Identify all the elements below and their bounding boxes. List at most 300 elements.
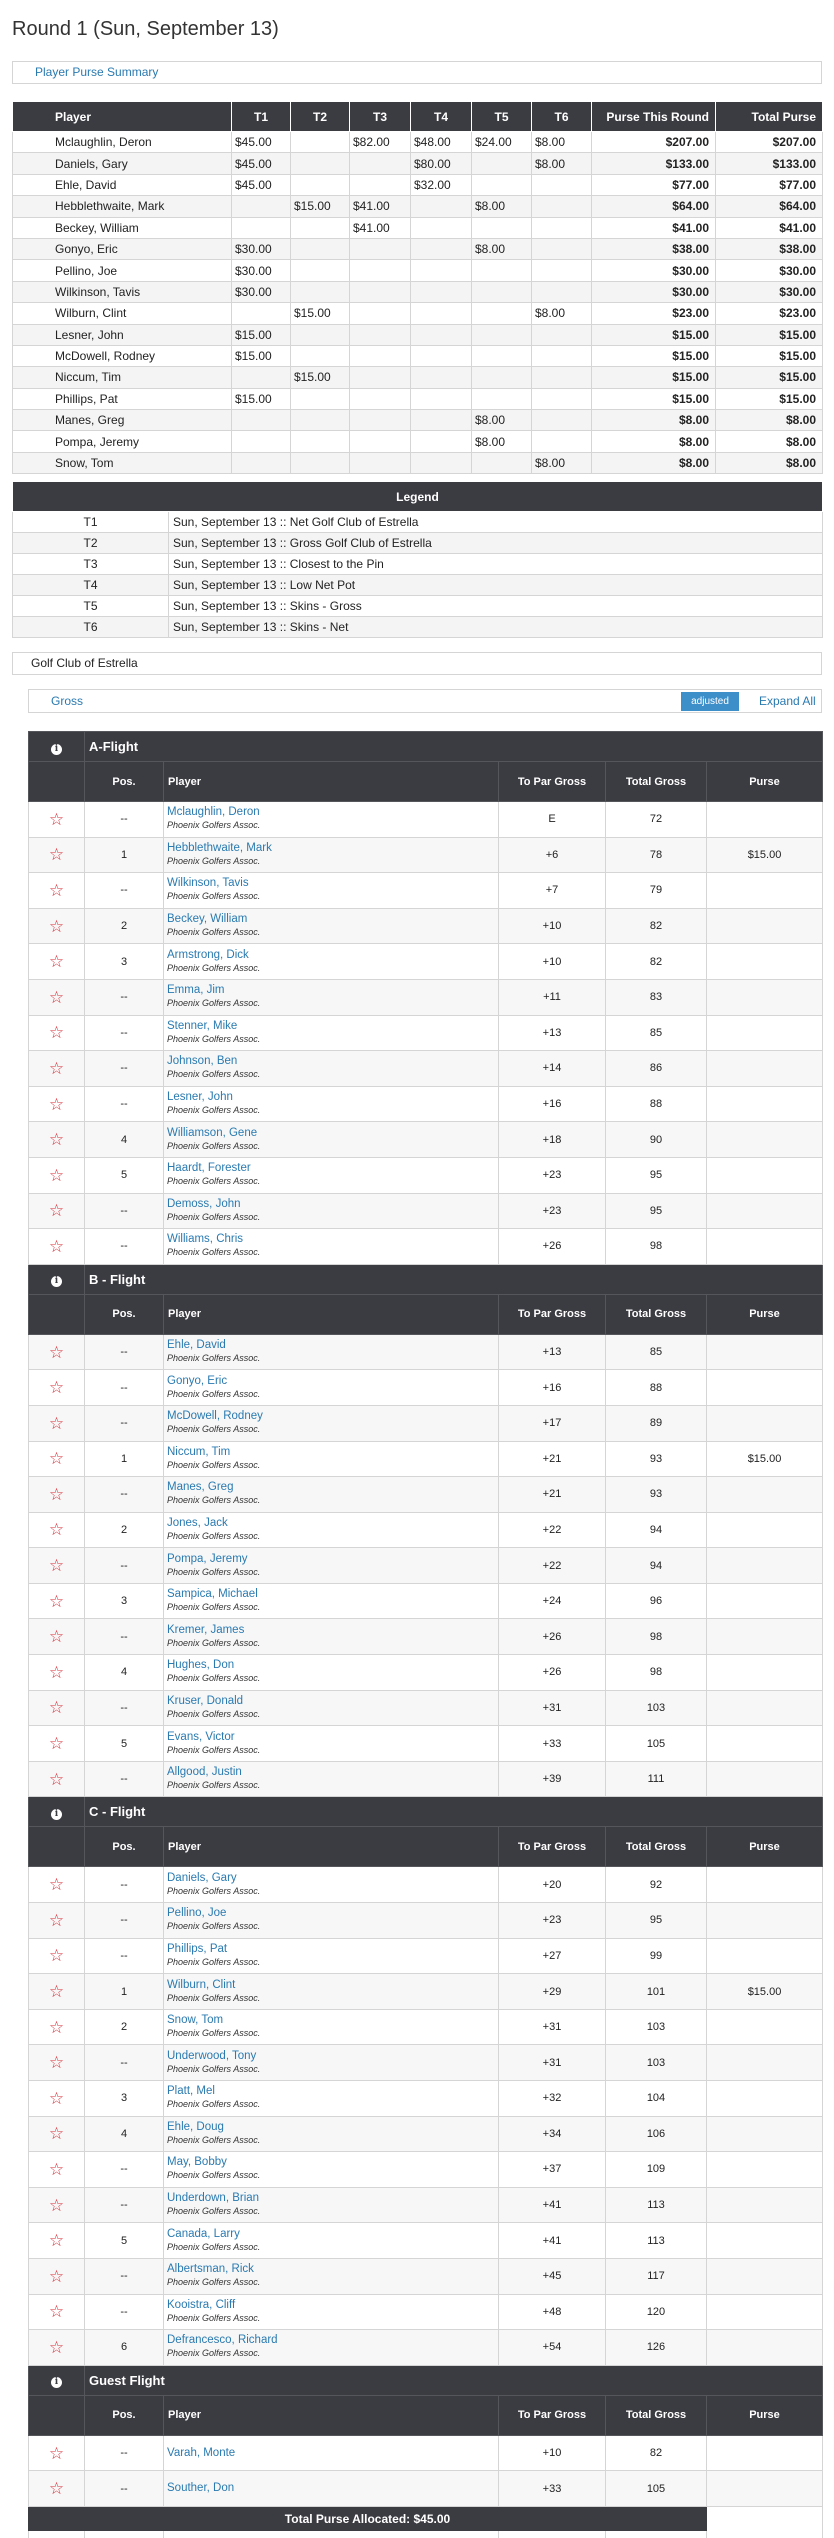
player-name-link[interactable]: Allgood, Justin xyxy=(167,1766,242,1779)
star-icon[interactable]: ☆ xyxy=(48,952,65,972)
purse-amount xyxy=(707,2294,823,2330)
purse-row xyxy=(13,132,823,153)
player-name-link[interactable]: Pompa, Jeremy xyxy=(167,1552,248,1565)
purse-player-name: Gonyo, Eric xyxy=(13,238,232,259)
legend-code: T6 xyxy=(13,617,169,638)
position: -- xyxy=(85,1690,164,1726)
purse-amount: $8.00 xyxy=(532,303,592,324)
to-par-gross: +33 xyxy=(499,2471,606,2507)
star-icon[interactable]: ☆ xyxy=(48,1236,65,1256)
player-name-link[interactable]: Varah, Monte xyxy=(167,2446,236,2459)
player-name-link[interactable]: Canada, Larry xyxy=(167,2227,240,2240)
star-icon[interactable]: ☆ xyxy=(48,987,65,1007)
legend-code: T2 xyxy=(13,533,169,554)
favorite-cell[interactable] xyxy=(29,2187,85,2223)
favorite-cell[interactable] xyxy=(29,2435,85,2471)
player-name-link[interactable]: Souther, Don xyxy=(167,2482,235,2495)
purse-amount xyxy=(707,908,823,944)
player-name-link[interactable]: Underdown, Brian xyxy=(167,2192,260,2205)
purse-amount: $15.00 xyxy=(232,345,291,366)
favorite-cell[interactable] xyxy=(29,1122,85,1158)
info-icon[interactable]: i xyxy=(51,1809,62,1820)
favorite-cell[interactable] xyxy=(29,1619,85,1655)
favorite-col-header xyxy=(29,762,85,802)
player-association: Phoenix Golfers Assoc. xyxy=(167,2170,261,2181)
to-par-gross: +21 xyxy=(499,1441,606,1477)
purse-amount xyxy=(350,410,411,431)
to-par-gross: +21 xyxy=(499,1477,606,1513)
star-icon[interactable]: ☆ xyxy=(48,2302,65,2322)
player-association: Phoenix Golfers Assoc. xyxy=(167,2063,261,2074)
favorite-cell[interactable] xyxy=(29,837,85,873)
total-gross: 89 xyxy=(606,1405,707,1441)
favorite-cell[interactable] xyxy=(29,802,85,838)
legend-code: T3 xyxy=(13,554,169,575)
position: -- xyxy=(85,1334,164,1370)
player-cell xyxy=(164,2187,499,2223)
legend-description: Sun, September 13 :: Low Net Pot xyxy=(169,575,823,596)
to-par-gross: +41 xyxy=(499,2187,606,2223)
purse-amount xyxy=(411,345,472,366)
purse-row xyxy=(13,196,823,217)
player-association: Phoenix Golfers Assoc. xyxy=(167,2206,261,2217)
to-par-gross: +33 xyxy=(499,1726,606,1762)
star-icon[interactable]: ☆ xyxy=(48,1591,65,1611)
player-name-link[interactable]: Underwood, Tony xyxy=(167,2049,257,2062)
player-name-link[interactable]: Wilburn, Clint xyxy=(167,1978,236,1991)
position: -- xyxy=(85,1867,164,1903)
to-par-gross: +29 xyxy=(499,1974,606,2010)
purse-player-name: Mclaughlin, Deron xyxy=(13,132,232,153)
purse-amount: $38.00 xyxy=(592,238,716,259)
legend-row xyxy=(13,533,823,554)
legend-row xyxy=(13,617,823,638)
purse-amount xyxy=(532,324,592,345)
player-name-link[interactable]: Hughes, Don xyxy=(167,1659,235,1672)
total-gross: 126 xyxy=(606,2330,707,2366)
player-name-link[interactable]: Evans, Victor xyxy=(167,1730,235,1743)
player-purse-summary-link[interactable]: Player Purse Summary xyxy=(12,61,822,84)
star-icon[interactable]: ☆ xyxy=(48,2159,65,2179)
player-cell xyxy=(164,1512,499,1548)
player-name-link[interactable]: Kruser, Donald xyxy=(167,1694,244,1707)
star-icon[interactable]: ☆ xyxy=(48,1130,65,1150)
player-cell xyxy=(164,2045,499,2081)
flight-info-cell[interactable] xyxy=(29,1264,85,1294)
leaderboard-row xyxy=(29,1015,823,1051)
player-association: Phoenix Golfers Assoc. xyxy=(167,820,261,831)
purse-amount xyxy=(350,367,411,388)
player-name-link[interactable]: Ehle, Doug xyxy=(167,2120,224,2133)
star-icon[interactable]: ☆ xyxy=(48,2053,65,2073)
total-gross: 72 xyxy=(606,802,707,838)
player-cell xyxy=(164,2152,499,2188)
purse-amount: $8.00 xyxy=(716,410,823,431)
favorite-cell[interactable] xyxy=(29,1938,85,1974)
player-name-link[interactable]: Mclaughlin, Deron xyxy=(167,806,260,819)
player-name-link[interactable]: Williams, Chris xyxy=(167,1233,244,1246)
player-cell xyxy=(164,2116,499,2152)
info-icon[interactable]: i xyxy=(51,1276,62,1287)
total-gross: 109 xyxy=(606,2152,707,2188)
position: -- xyxy=(85,802,164,838)
purse-amount: $41.00 xyxy=(716,217,823,238)
star-icon[interactable]: ☆ xyxy=(48,1734,65,1754)
purse-row xyxy=(13,431,823,452)
purse-row xyxy=(13,388,823,409)
position: -- xyxy=(85,1370,164,1406)
favorite-cell[interactable] xyxy=(29,1051,85,1087)
star-icon[interactable]: ☆ xyxy=(48,1910,65,1930)
purse-amount: $45.00 xyxy=(232,153,291,174)
pos-col-header: Pos. xyxy=(85,1827,164,1867)
leaderboard-row xyxy=(29,1157,823,1193)
leaderboard-row xyxy=(29,1370,823,1406)
player-association: Phoenix Golfers Assoc. xyxy=(167,1069,261,1080)
purse-player-name: Lesner, John xyxy=(13,324,232,345)
position: -- xyxy=(85,2258,164,2294)
star-icon[interactable]: ☆ xyxy=(48,2124,65,2144)
star-icon[interactable]: ☆ xyxy=(48,1769,65,1789)
star-icon[interactable]: ☆ xyxy=(48,880,65,900)
player-name-link[interactable]: Pellino, Joe xyxy=(167,1907,227,1920)
to-par-gross: +14 xyxy=(499,1051,606,1087)
player-name-link[interactable]: Sampica, Michael xyxy=(167,1588,258,1601)
star-icon[interactable]: ☆ xyxy=(48,1378,65,1398)
player-name-link[interactable]: Snow, Tom xyxy=(167,2014,224,2027)
star-icon[interactable]: ☆ xyxy=(48,1165,65,1185)
leaderboard-row xyxy=(29,1903,823,1939)
player-name-link[interactable]: Ehle, David xyxy=(167,1339,226,1352)
star-icon[interactable]: ☆ xyxy=(48,1662,65,1682)
purse-amount: $8.00 xyxy=(532,132,592,153)
star-icon[interactable]: ☆ xyxy=(48,1058,65,1078)
player-name-link[interactable]: Niccum, Tim xyxy=(167,1445,231,1458)
position: 3 xyxy=(85,944,164,980)
to-par-gross: +48 xyxy=(499,2294,606,2330)
purse-amount: $15.00 xyxy=(291,196,350,217)
to-par-col-header: To Par Gross xyxy=(499,762,606,802)
star-icon[interactable]: ☆ xyxy=(48,2479,65,2499)
star-icon[interactable]: ☆ xyxy=(48,2195,65,2215)
favorite-cell[interactable] xyxy=(29,1974,85,2010)
total-gross: 95 xyxy=(606,1903,707,1939)
flight-info-cell[interactable] xyxy=(29,732,85,762)
favorite-cell[interactable] xyxy=(29,2471,85,2507)
legend-code: T4 xyxy=(13,575,169,596)
favorite-cell[interactable] xyxy=(29,2009,85,2045)
star-icon[interactable]: ☆ xyxy=(48,809,65,829)
legend-description: Sun, September 13 :: Skins - Net xyxy=(169,617,823,638)
favorite-cell[interactable] xyxy=(29,1405,85,1441)
to-par-gross: +10 xyxy=(499,2435,606,2471)
player-name-link[interactable]: Kremer, James xyxy=(167,1623,245,1636)
player-association: Phoenix Golfers Assoc. xyxy=(167,1744,261,1755)
flight-name: A-Flight xyxy=(85,732,823,762)
favorite-cell[interactable] xyxy=(29,1157,85,1193)
player-name-link[interactable]: Beckey, William xyxy=(167,913,248,926)
star-icon[interactable]: ☆ xyxy=(48,2337,65,2357)
leaderboard-row xyxy=(29,2258,823,2294)
player-name-link[interactable]: Daniels, Gary xyxy=(167,1871,237,1884)
player-name-link[interactable]: Jones, Jack xyxy=(167,1516,228,1529)
favorite-cell[interactable] xyxy=(29,2116,85,2152)
purse-amount xyxy=(291,153,350,174)
purse-amount xyxy=(532,238,592,259)
purse-amount: $15.00 xyxy=(707,1974,823,2010)
total-gross: 113 xyxy=(606,2223,707,2259)
player-name-link[interactable]: Demoss, John xyxy=(167,1197,241,1210)
leaderboard-row xyxy=(29,2435,823,2471)
purse-amount xyxy=(472,153,532,174)
legend-row xyxy=(13,554,823,575)
star-icon[interactable]: ☆ xyxy=(48,1413,65,1433)
player-name-link[interactable]: Haardt, Forester xyxy=(167,1162,251,1175)
player-name-link[interactable]: Wilkinson, Tavis xyxy=(167,877,249,890)
purse-player-name: Snow, Tom xyxy=(13,452,232,473)
star-icon[interactable]: ☆ xyxy=(48,2443,65,2463)
favorite-cell[interactable] xyxy=(29,1867,85,1903)
purse-amount: $15.00 xyxy=(716,324,823,345)
star-icon[interactable]: ☆ xyxy=(48,1982,65,2002)
position: -- xyxy=(85,1229,164,1265)
to-par-gross: +39 xyxy=(499,1761,606,1797)
favorite-cell[interactable] xyxy=(29,1903,85,1939)
purse-amount xyxy=(707,1903,823,1939)
player-name-link[interactable]: Williamson, Gene xyxy=(167,1126,258,1139)
purse-col-header: T3 xyxy=(350,102,411,132)
favorite-cell[interactable] xyxy=(29,2294,85,2330)
adjusted-badge[interactable]: adjusted xyxy=(681,692,739,711)
star-icon[interactable]: ☆ xyxy=(48,2017,65,2037)
purse-amount xyxy=(291,410,350,431)
player-cell xyxy=(164,979,499,1015)
flight-name: Guest Flight xyxy=(85,2365,823,2395)
total-gross: 95 xyxy=(606,1157,707,1193)
to-par-gross: +7 xyxy=(499,873,606,909)
player-name-link[interactable]: Albertsman, Rick xyxy=(167,2263,254,2276)
player-name-link[interactable]: Stenner, Mike xyxy=(167,1019,238,1032)
player-name-link[interactable]: Armstrong, Dick xyxy=(167,948,249,961)
purse-row xyxy=(13,367,823,388)
leaderboard-row xyxy=(29,1583,823,1619)
favorite-cell[interactable] xyxy=(29,1334,85,1370)
purse-amount: $8.00 xyxy=(592,452,716,473)
favorite-cell[interactable] xyxy=(29,1761,85,1797)
purse-col-header: T2 xyxy=(291,102,350,132)
purse-amount xyxy=(532,217,592,238)
position: -- xyxy=(85,2294,164,2330)
favorite-cell[interactable] xyxy=(29,1229,85,1265)
purse-amount: $8.00 xyxy=(716,431,823,452)
purse-amount xyxy=(707,802,823,838)
player-cell xyxy=(164,908,499,944)
scoring-filter-bar xyxy=(28,689,822,713)
to-par-gross: +31 xyxy=(499,2045,606,2081)
player-association: Phoenix Golfers Assoc. xyxy=(167,1033,261,1044)
purse-amount xyxy=(707,944,823,980)
favorite-cell[interactable] xyxy=(29,2258,85,2294)
star-icon[interactable]: ☆ xyxy=(48,1520,65,1540)
player-name-link[interactable]: Lesner, John xyxy=(167,1091,233,1104)
favorite-cell[interactable] xyxy=(29,2330,85,2366)
favorite-cell[interactable] xyxy=(29,873,85,909)
purse-amount: $77.00 xyxy=(716,174,823,195)
total-gross: 94 xyxy=(606,1548,707,1584)
player-cell xyxy=(164,1583,499,1619)
favorite-cell[interactable] xyxy=(29,1512,85,1548)
expand-all-link[interactable]: Expand All xyxy=(759,694,816,708)
player-cell xyxy=(164,1229,499,1265)
purse-amount: $15.00 xyxy=(592,388,716,409)
info-icon[interactable]: i xyxy=(51,744,62,755)
player-name-link[interactable]: Phillips, Pat xyxy=(167,1942,228,1955)
flight-header xyxy=(29,732,823,762)
legend-description: Sun, September 13 :: Skins - Gross xyxy=(169,596,823,617)
star-icon[interactable]: ☆ xyxy=(48,1449,65,1469)
star-icon[interactable]: ☆ xyxy=(48,2231,65,2251)
player-association: Phoenix Golfers Assoc. xyxy=(167,1388,261,1399)
pos-col-header: Pos. xyxy=(85,762,164,802)
star-icon[interactable]: ☆ xyxy=(48,2266,65,2286)
player-col-header: Player xyxy=(164,2395,499,2435)
star-icon[interactable]: ☆ xyxy=(48,1201,65,1221)
star-icon[interactable]: ☆ xyxy=(48,1627,65,1647)
purse-amount xyxy=(291,452,350,473)
total-gross: 78 xyxy=(606,837,707,873)
purse-amount xyxy=(291,345,350,366)
purse-col-header: T4 xyxy=(411,102,472,132)
player-name-link[interactable]: McDowell, Rodney xyxy=(167,1410,263,1423)
leaderboard-row xyxy=(29,1726,823,1762)
purse-amount: $15.00 xyxy=(592,367,716,388)
favorite-cell[interactable] xyxy=(29,1548,85,1584)
player-cell xyxy=(164,1938,499,1974)
gross-toggle[interactable]: Gross xyxy=(51,694,84,708)
total-gross: 103 xyxy=(606,2009,707,2045)
player-association: Phoenix Golfers Assoc. xyxy=(167,2312,261,2323)
total-gross: 92 xyxy=(606,1867,707,1903)
player-name-link[interactable]: Kooistra, Cliff xyxy=(167,2298,236,2311)
player-name-link[interactable]: Johnson, Ben xyxy=(167,1055,238,1068)
star-icon[interactable]: ☆ xyxy=(48,1875,65,1895)
favorite-cell[interactable] xyxy=(29,1690,85,1726)
favorite-cell[interactable] xyxy=(29,1726,85,1762)
purse-amount: $48.00 xyxy=(411,132,472,153)
flight-column-headers xyxy=(29,1827,823,1867)
legend-code: T5 xyxy=(13,596,169,617)
player-name-link[interactable]: Gonyo, Eric xyxy=(167,1374,228,1387)
star-icon[interactable]: ☆ xyxy=(48,916,65,936)
favorite-cell[interactable] xyxy=(29,2081,85,2117)
favorite-cell[interactable] xyxy=(29,1193,85,1229)
total-gross: 103 xyxy=(606,2045,707,2081)
pos-col-header: Pos. xyxy=(85,1294,164,1334)
purse-amount xyxy=(707,2258,823,2294)
flight-info-cell[interactable] xyxy=(29,1797,85,1827)
purse-amount xyxy=(411,196,472,217)
flight-info-cell[interactable] xyxy=(29,2365,85,2395)
player-association: Phoenix Golfers Assoc. xyxy=(167,2348,261,2359)
position: -- xyxy=(85,1619,164,1655)
purse-amount xyxy=(707,1690,823,1726)
favorite-cell[interactable] xyxy=(29,908,85,944)
total-gross: 86 xyxy=(606,1051,707,1087)
leaderboard-row xyxy=(29,2223,823,2259)
purse-amount xyxy=(707,979,823,1015)
position: 4 xyxy=(85,2116,164,2152)
player-name-link[interactable]: Manes, Greg xyxy=(167,1481,234,1494)
purse-col-header: Purse xyxy=(707,1827,823,1867)
star-icon[interactable]: ☆ xyxy=(48,1484,65,1504)
star-icon[interactable]: ☆ xyxy=(48,1094,65,1114)
player-name-link[interactable]: Platt, Mel xyxy=(167,2085,215,2098)
purse-amount: $64.00 xyxy=(592,196,716,217)
to-par-gross: +31 xyxy=(499,1690,606,1726)
purse-amount xyxy=(232,431,291,452)
favorite-cell[interactable] xyxy=(29,1477,85,1513)
favorite-cell[interactable] xyxy=(29,1370,85,1406)
position: 5 xyxy=(85,2223,164,2259)
to-par-gross: +22 xyxy=(499,1512,606,1548)
player-name-link[interactable]: May, Bobby xyxy=(167,2156,227,2169)
purse-amount xyxy=(411,238,472,259)
info-icon[interactable]: i xyxy=(51,2377,62,2388)
purse-amount xyxy=(291,238,350,259)
player-cell xyxy=(164,1867,499,1903)
favorite-cell[interactable] xyxy=(29,1086,85,1122)
leaderboard-row xyxy=(29,1867,823,1903)
purse-amount: $207.00 xyxy=(716,132,823,153)
favorite-cell[interactable] xyxy=(29,1655,85,1691)
purse-amount: $41.00 xyxy=(350,196,411,217)
total-gross: 105 xyxy=(606,1726,707,1762)
star-icon[interactable]: ☆ xyxy=(48,2088,65,2108)
favorite-cell[interactable] xyxy=(29,1015,85,1051)
purse-amount: $41.00 xyxy=(592,217,716,238)
star-icon[interactable]: ☆ xyxy=(48,1556,65,1576)
leaderboard-row xyxy=(29,2294,823,2330)
star-icon[interactable]: ☆ xyxy=(48,1342,65,1362)
player-col-header: Player xyxy=(164,1294,499,1334)
player-name-link[interactable]: Emma, Jim xyxy=(167,984,225,997)
favorite-cell[interactable] xyxy=(29,2045,85,2081)
star-icon[interactable]: ☆ xyxy=(48,1698,65,1718)
star-icon[interactable]: ☆ xyxy=(48,1023,65,1043)
player-col-header: Player xyxy=(164,1827,499,1867)
favorite-cell[interactable] xyxy=(29,2223,85,2259)
player-association: Phoenix Golfers Assoc. xyxy=(167,2134,261,2145)
purse-amount xyxy=(411,324,472,345)
purse-amount xyxy=(707,1726,823,1762)
purse-amount xyxy=(707,2152,823,2188)
favorite-cell[interactable] xyxy=(29,979,85,1015)
to-par-gross: +20 xyxy=(499,1867,606,1903)
purse-amount: $38.00 xyxy=(716,238,823,259)
star-icon[interactable]: ☆ xyxy=(48,1946,65,1966)
star-icon[interactable]: ☆ xyxy=(48,845,65,865)
player-association: Phoenix Golfers Assoc. xyxy=(167,1921,261,1932)
favorite-cell[interactable] xyxy=(29,1441,85,1477)
player-name-link[interactable]: Defrancesco, Richard xyxy=(167,2334,278,2347)
to-par-gross: +37 xyxy=(499,2152,606,2188)
favorite-cell[interactable] xyxy=(29,2152,85,2188)
player-name-link[interactable]: Hebblethwaite, Mark xyxy=(167,841,272,854)
favorite-cell[interactable] xyxy=(29,1583,85,1619)
purse-amount xyxy=(350,174,411,195)
favorite-cell[interactable] xyxy=(29,944,85,980)
purse-row xyxy=(13,303,823,324)
